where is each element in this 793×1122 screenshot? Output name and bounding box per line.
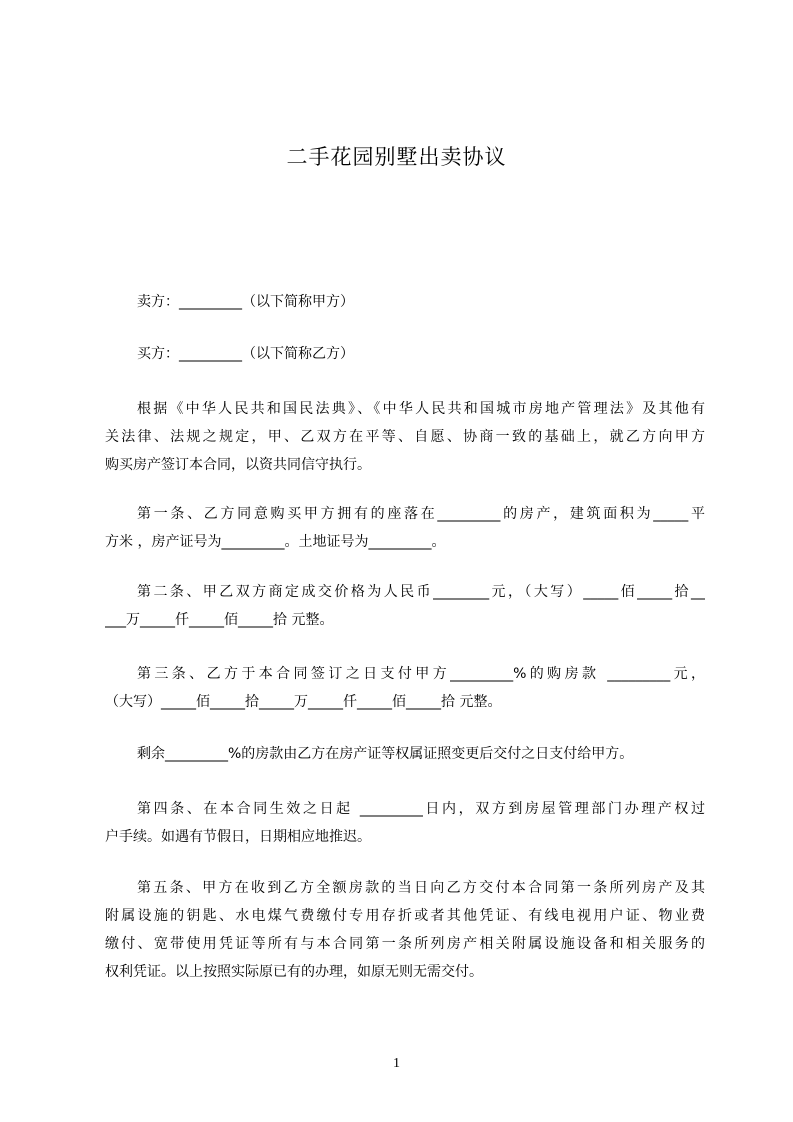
article-4-paragraph <box>105 795 705 851</box>
article-4-line-1: 第四条、在本合同生效之日起 _________日内，双方到房屋管理部门办理产权过 <box>137 801 705 817</box>
article-1-line-2: 方米 ，房产证号为_________。土地证号为_________。 <box>105 534 446 550</box>
preamble-line-1: 根据《中华人民共和国民法典》、《中华人民共和国城市房地产管理法》及其他有 <box>137 401 705 417</box>
page-number: 1 <box>393 1056 400 1071</box>
seller-text: 卖方：_________（以下简称甲方） <box>137 294 354 310</box>
article-2-paragraph <box>105 578 705 634</box>
article-3-line-1: 第三条、乙方于本合同签订之日支付甲方_________%的购房款 _________元， <box>137 666 705 682</box>
article-3-paragraph <box>105 660 705 716</box>
article-1-line-1: 第一条、乙方同意购买甲方拥有的座落在_________的房产，建筑面积为_____平 <box>137 506 705 522</box>
article-5-line-2: 附属设施的钥匙、水电煤气费缴付专用存折或者其他凭证、有线电视用户证、物业费 <box>105 908 705 924</box>
preamble-line-3: 购买房产签订本合同，以资共同信守执行。 <box>105 457 371 473</box>
article-5-paragraph <box>105 874 705 986</box>
article-4-line-2: 户手续。如遇有节假日，日期相应地推迟。 <box>105 829 371 845</box>
preamble-line-2: 关法律、法规之规定，甲、乙双方在平等、自愿、协商一致的基础上，就乙方向甲方 <box>105 429 705 445</box>
document-title: 二手花园别墅出卖协议 <box>286 145 507 169</box>
seller-line <box>105 288 705 316</box>
article-3-line-2: （大写）_____佰_____拾_____万_____仟_____佰_____拾 元整。 <box>105 694 502 710</box>
buyer-line <box>105 340 705 368</box>
article-5-line-3: 缴付、宽带使用凭证等所有与本合同第一条所列房产相关附属设施设备和相关服务的 <box>105 936 705 952</box>
article-2-line-1: 第二条、甲乙双方商定成交价格为人民币________元，（大写）_____佰_____拾__ <box>137 584 705 600</box>
article-1-paragraph <box>105 500 705 556</box>
article-5-line-4: 权利凭证。以上按照实际原已有的办理，如原无则无需交付。 <box>105 964 483 980</box>
remainder-text: 剩余_________%的房款由乙方在房产证等权属证照变更后交付之日支付给甲方。 <box>137 746 634 762</box>
article-2-line-2: ___万_____仟_____佰_____拾 元整。 <box>105 612 334 628</box>
preamble-paragraph <box>105 395 705 479</box>
remainder-paragraph <box>105 740 705 768</box>
article-5-line-1: 第五条、甲方在收到乙方全额房款的当日向乙方交付本合同第一条所列房产及其 <box>137 880 705 896</box>
buyer-text: 买方：_________（以下简称乙方） <box>137 346 354 362</box>
